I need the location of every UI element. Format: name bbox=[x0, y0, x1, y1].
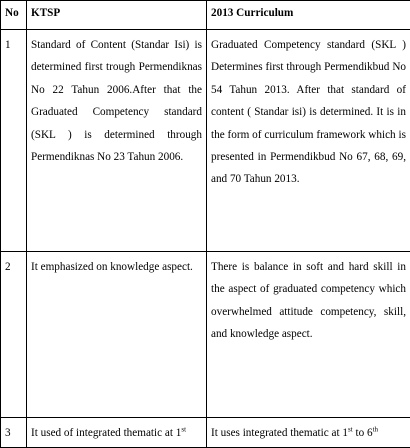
header-no: No bbox=[1, 1, 27, 30]
superscript: st bbox=[348, 425, 353, 433]
superscript: st bbox=[181, 425, 186, 433]
curriculum-2013-text: It uses integrated thematic at 1 bbox=[211, 427, 348, 439]
superscript: th bbox=[373, 425, 378, 433]
header-2013-curriculum: 2013 Curriculum bbox=[207, 1, 410, 30]
header-ktsp: KTSP bbox=[27, 1, 207, 30]
row-number: 1 bbox=[1, 30, 27, 252]
table-row bbox=[1, 30, 410, 252]
curriculum-2013-cell bbox=[207, 418, 410, 448]
table-header-row bbox=[1, 1, 410, 30]
ktsp-cell bbox=[27, 418, 207, 448]
curriculum-2013-cell: Graduated Competency standard (SKL ) Determines first through Permendikbud No 54 Tahun 2013. After that standard of content ( Standar isi) is determined. It is in the form of curriculum framework which is presented in Permendikbud No 67, 68, 69, and 70 Tahun 2013. bbox=[207, 30, 410, 252]
row-number: 3 bbox=[1, 418, 27, 448]
curriculum-2013-cell: There is balance in soft and hard skill in the aspect of graduated competency which overwhelmed attitude competency, skill, and knowledge aspect. bbox=[207, 252, 410, 418]
ktsp-cell: Standard of Content (Standar Isi) is determined first trough Permendiknas No 22 Tahun 2006.After that the Graduated Competency standard (SKL ) is determined through Permendiknas No 23 Tahun 2006. bbox=[27, 30, 207, 252]
row-number: 2 bbox=[1, 252, 27, 418]
ktsp-cell: It emphasized on knowledge aspect. bbox=[27, 252, 207, 418]
ktsp-text: It used of integrated thematic at 1 bbox=[31, 427, 181, 439]
curriculum-2013-text-cont: to 6 bbox=[353, 427, 373, 439]
table-row bbox=[1, 418, 410, 448]
table-row bbox=[1, 252, 410, 418]
